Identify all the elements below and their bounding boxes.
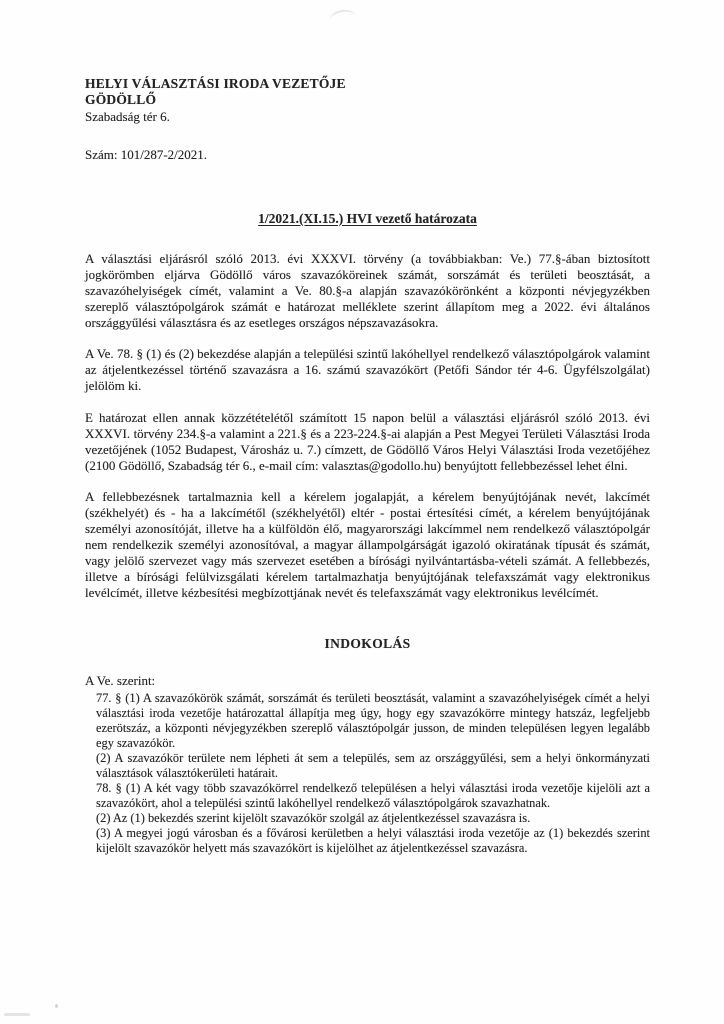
legal-quote-78-1: 78. § (1) A két vagy több szavazókörrel rendelkező településen a helyi választási iroda vezetője kijelöli azt a szavazókört, ahol a települési szintű lakóhellyel rendelkező választópolgárok szavazhatnak. [96, 780, 650, 810]
legal-quotes-block [96, 691, 650, 856]
letterhead [85, 76, 650, 163]
scan-artifact-bottom-speck [55, 1004, 58, 1008]
decision-title [85, 211, 650, 227]
legal-quote-77-2: (2) A szavazókör területe nem lépheti át sem a település, sem az országgyűlési, sem a helyi önkormányzati választások választókerületi határait. [96, 750, 650, 780]
case-number: Szám: 101/287-2/2021. [85, 146, 208, 162]
org-address-line: Szabadság tér 6. [85, 108, 170, 124]
body-paragraph-3: E határozat ellen annak közzétételétől számított 15 napon belül a választási eljárásról szóló 2013. évi XXXVI. törvény 234.§-a valamint a 221.§ és a 223-224.§-ai alapján a Pest Megyei Területi Választási Iroda vezetőjének (1052 Budapest, Városház u. 7.) címzett, de Gödöllő Város Helyi Választási Iroda vezetőjéhez (2100 Gödöllő, Szabadság tér 6., e-mail cím: valasztas@godollo.hu) benyújtott fellebbezéssel lehet élni. [85, 410, 650, 473]
scan-artifact-bottom-dash [4, 1013, 30, 1016]
legal-quote-78-3: (3) A megyei jogú városban és a fővárosi kerületben a helyi választási iroda vezetője az (1) bekezdés szerint kijelölt szavazókör helyett más szavazókört is kijelölhet az átjelentkezéssel szavazásra. [96, 825, 650, 855]
scan-artifact-top-squiggle [329, 7, 358, 28]
legal-quote-77-1: 77. § (1) A szavazókörök számát, sorszámát és területi beosztását, valamint a szavazóhelyiségek címét a helyi választási iroda vezetője határozattal állapítja meg úgy, hogy egy szavazókörre mintegy hatszáz, legfeljebb ezerötszáz, a központi névjegyzékben szereplő választópolgár jusson, de minden településen legyen legalább egy szavazókör. [96, 690, 650, 750]
section-heading-indokolas: INDOKOLÁS [324, 636, 411, 652]
org-name-line: HELYI VÁLASZTÁSI IRODA VEZETŐJE [85, 76, 346, 91]
document-content [85, 76, 650, 856]
legal-quote-78-2: (2) Az (1) bekezdés szerint kijelölt szavazókör szolgál az átjelentkezéssel szavazásra is. [96, 810, 531, 825]
body-paragraph-4: A fellebbezésnek tartalmaznia kell a kérelem jogalapját, a kérelem benyújtójának nevét, lakcímét (székhelyét) és - ha a lakcímétől (székhelyétől) eltér - postai értesítési címét, a kérelem benyújtójának személyi azonosítóját, illetve ha a külföldön élő, magyarországi lakcímmel nem rendelkező választópolgár nem rendelkezik személyi azonosítóval, a magyar állampolgárságát igazoló okiratának típusát és számát, vagy jelölő szervezet vagy más szervezet esetében a bírósági nyilvántartásba-vételi számát. A fellebbezés, illetve a bírósági felülvizsgálati kérelem tartalmazhatja benyújtójának telefaxszámát vagy elektronikus levélcímét, illetve kézbesítési megbízottjának nevét és telefaxszámát vagy elektronikus levélcímét. [85, 489, 650, 600]
org-city-line: GÖDÖLLŐ [85, 92, 157, 108]
body-paragraph-2: A Ve. 78. § (1) és (2) bekezdése alapján a települési szintű lakóhellyel rendelkező választópolgárok valamint az átjelentkezéssel történő szavazásra a 16. számú szavazókört (Petőfi Sándor tér 4-6. Ügyfélszolgálat) jelölöm ki. [85, 346, 650, 394]
body-paragraph-1: A választási eljárásról szóló 2013. évi XXXVI. törvény (a továbbiakban: Ve.) 77.§-ában biztosított jogkörömben eljárva Gödöllő város szavazóköreinek számát, sorszámát és területi beosztását, a szavazóhelyiségek címét, valamint a Ve. 80.§-a alapján szavazókörönként a központi névjegyzékben szereplő választópolgárok számát e határozat melléklete szerint állapítom meg a 2022. évi általános országgyűlési választásra és az esetleges országos népszavazásokra. [85, 251, 650, 330]
decision-title-text: 1/2021.(XI.15.) HVI vezető határozata [258, 210, 477, 226]
indokolas-intro-line: A Ve. szerint: [85, 672, 156, 688]
